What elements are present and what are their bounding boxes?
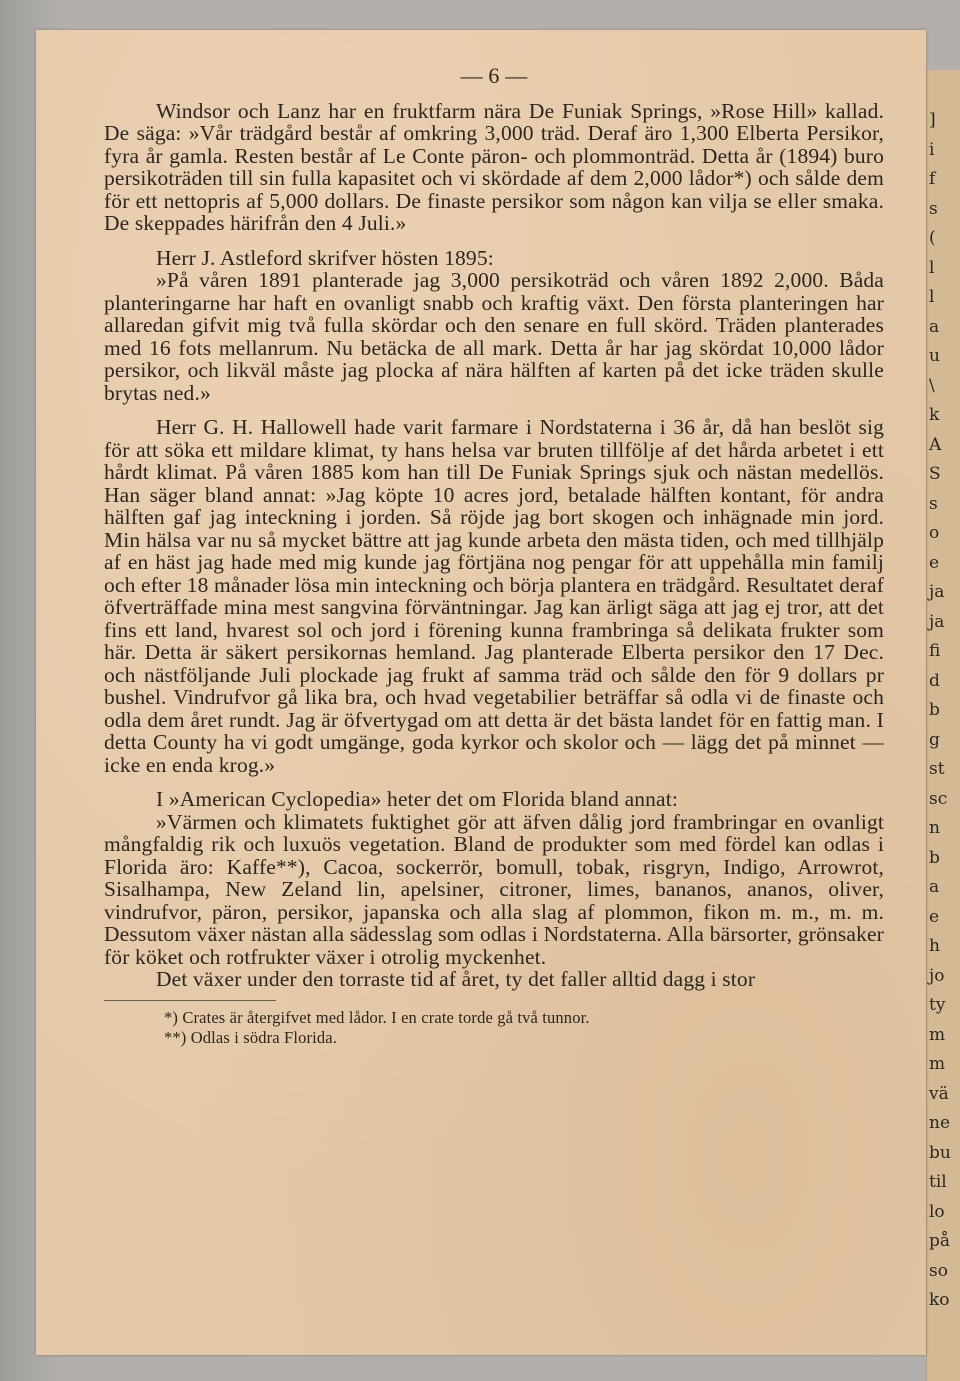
adjacent-page-fragment: s [929,198,938,219]
adjacent-page-fragment: fi [929,641,941,661]
adjacent-page-fragment: e [929,552,940,573]
adjacent-page-fragment: m [929,1054,946,1074]
paragraph-windsor-lanz: Windsor och Lanz har en fruktfarm nära De Funiak Springs, »Rose Hill» kallad. De säga: »Vår trädgård består af omkring 3,000 träd. Deraf äro 1,300 Elberta Persikor, fyra år gamla. Resten består af Le Conte päron- och plommonträd. Detta år (1894) buro persikoträden till sin fulla kapasitet och vi skördade af dem 2,000 lådor*) och sålde dem för ett nettopris af 5,000 dollars. De finaste persikor som någon kan vilja se eller smaka. De skeppades härifrån den 4 Juli.» [104,98,884,235]
paragraph-cyclopedia-intro: I »American Cyclopedia» heter det om Florida bland annat: [156,787,678,811]
adjacent-page-fragment: \ [929,375,935,396]
adjacent-page-fragment: n [929,818,940,838]
adjacent-page-fragment: bu [929,1142,951,1163]
adjacent-page-fragment: e [929,906,940,927]
page-number: — 6 — [460,63,528,88]
adjacent-page-fragment: u [929,346,940,366]
adjacent-page-fragment: g [929,729,940,750]
adjacent-page-fragment: ty [929,995,946,1015]
paragraph-astleford-intro: Herr J. Astleford skrifver hösten 1895: [156,245,494,270]
adjacent-page-fragment: st [929,759,945,779]
adjacent-page-fragment: a [929,877,940,897]
adjacent-page-fragment: jo [929,965,945,986]
footnote-odlas: **) Odlas i södra Florida. [164,1027,338,1047]
adjacent-page-fragment: l [929,287,935,307]
paragraph-hallowell: Herr G. H. Hallowell hade varit farmare i Nordstaterna i 36 år, då han beslöt sig för att söka ett mildare klimat, ty hans helsa var bruten tillfölje af det hårda arbetet i ett hårdt klimat. På våren 1885 kom han till De Funiak Springs sjuk och nästan medellös. Han säger bland annat: »Jag köpte 10 acres jord, betalade hälften kontant, för andra hälften gaf jag inteckning i jorden. Så röjde jag bort skogen och inhägnade min jord. Min hälsa var nu så mycket bättre att jag kunde arbeta den mästa tiden, och med tillhjälp af en häst jag hade med mig kunde jag förtjäna nog pengar för att uppehålla min familj och efter 18 månader lösa min inteckning och börja plantera en trädgård. Resultatet deraf öfverträffade mina mest sangvina förväntningar. Jag kan ärligt säga att jag ej tror, att det fins ett land, hvarest sol och jord i förening kunna frambringa så delikata frukter som här. Detta är säkert persikornas hemland. Jag planterade Elberta persikor den 17 Dec. och nästföljande Juli plockade jag frukt af samma träd och sålde den för 9 dollars pr bushel. Vindrufvor gå lika bra, och hvad vegetabilier beträffar så odla vi de finaste och odla dem året rundt. Jag är öfvertygad om att detta är det bästa landet för en fattig man. I detta County ha vi godt umgänge, goda kyrkor och skolor och — lägg det på minnet — icke en enda krog.» [104,415,884,777]
adjacent-page-fragment: ja [929,611,945,632]
adjacent-page-fragment: b [929,847,940,868]
adjacent-page-fragment: ] [929,110,936,130]
footnote-crates: *) Crates är återgifvet med lådor. I en crate torde gå två tunnor. [164,1007,590,1027]
adjacent-page-fragment: ne [929,1113,951,1133]
adjacent-page-fragment: vä [929,1083,949,1104]
adjacent-page-fragment: f [929,169,936,189]
adjacent-page-fragment: k [929,405,940,425]
adjacent-page-fragment: på [929,1231,951,1251]
adjacent-page-fragment: lo [929,1201,945,1222]
paragraph-dew: Det växer under den torraste tid af året, ty det faller alltid dagg i stor [156,967,756,991]
adjacent-page-fragment: m [929,1024,946,1045]
adjacent-page-fragment: ( [929,228,936,248]
adjacent-page-fragment: d [929,670,940,691]
adjacent-page-fragment: S [929,464,941,484]
adjacent-page-fragment: b [929,700,940,720]
adjacent-page-fragment: s [929,493,938,514]
paragraph-cyclopedia-quote: »Värmen och klimatets fuktighet gör att äfven dålig jord frambringar en ovanligt mångfaldig rik och luxuös vegetation. Bland de produkter som med fördel kan odlas i Florida äro: Kaffe**), Cacoa, sockerrör, bomull, tobak, risgryn, Indigo, Arrowrot, Sisalhampa, New Zeland lin, apelsiner, citroner, limes, bananos, ananos, oliver, vindrufvor, päron, persikor, japanska och alla slag af plommon, fikon m. m., m. m. Dessutom växer nästan alla sädesslag som odlas i Nordstaterna. Alla bärsorter, grönsaker för köket och rotfrukter växer i otrolig myckenhet. [104,809,884,969]
adjacent-page-fragment: h [929,936,940,956]
adjacent-page-fragment: o [929,523,940,543]
footnote-divider [104,1000,276,1001]
adjacent-page-fragment: sc [929,788,948,809]
adjacent-page-fragment: i [929,139,935,160]
adjacent-page-fragment: til [929,1172,947,1192]
adjacent-page-fragment: ko [929,1290,950,1310]
page-text [104,65,884,1048]
paragraph-astleford-quote: »På våren 1891 planterade jag 3,000 persikoträd och våren 1892 2,000. Båda planteringarne har haft en ovanligt snabb och kraftig växt. Den första planteringen har allaredan gifvit mig två fulla skördar och den senare en full skörd. Träden planterades med 16 fots mellanrum. Nu betäcka de all mark. Detta år har jag skördat 10,000 lådor persikor, och likväl måste jag plocka af nära hälften af karten på det icke träden skulle brytas ned.» [104,268,884,405]
footnotes [104,1008,884,1048]
adjacent-page-fragment: l [929,257,935,278]
adjacent-page-fragment: ja [929,582,945,602]
adjacent-page-fragment: a [929,316,940,337]
adjacent-page-fragment: A [929,434,942,455]
adjacent-page-fragment: so [929,1260,948,1281]
